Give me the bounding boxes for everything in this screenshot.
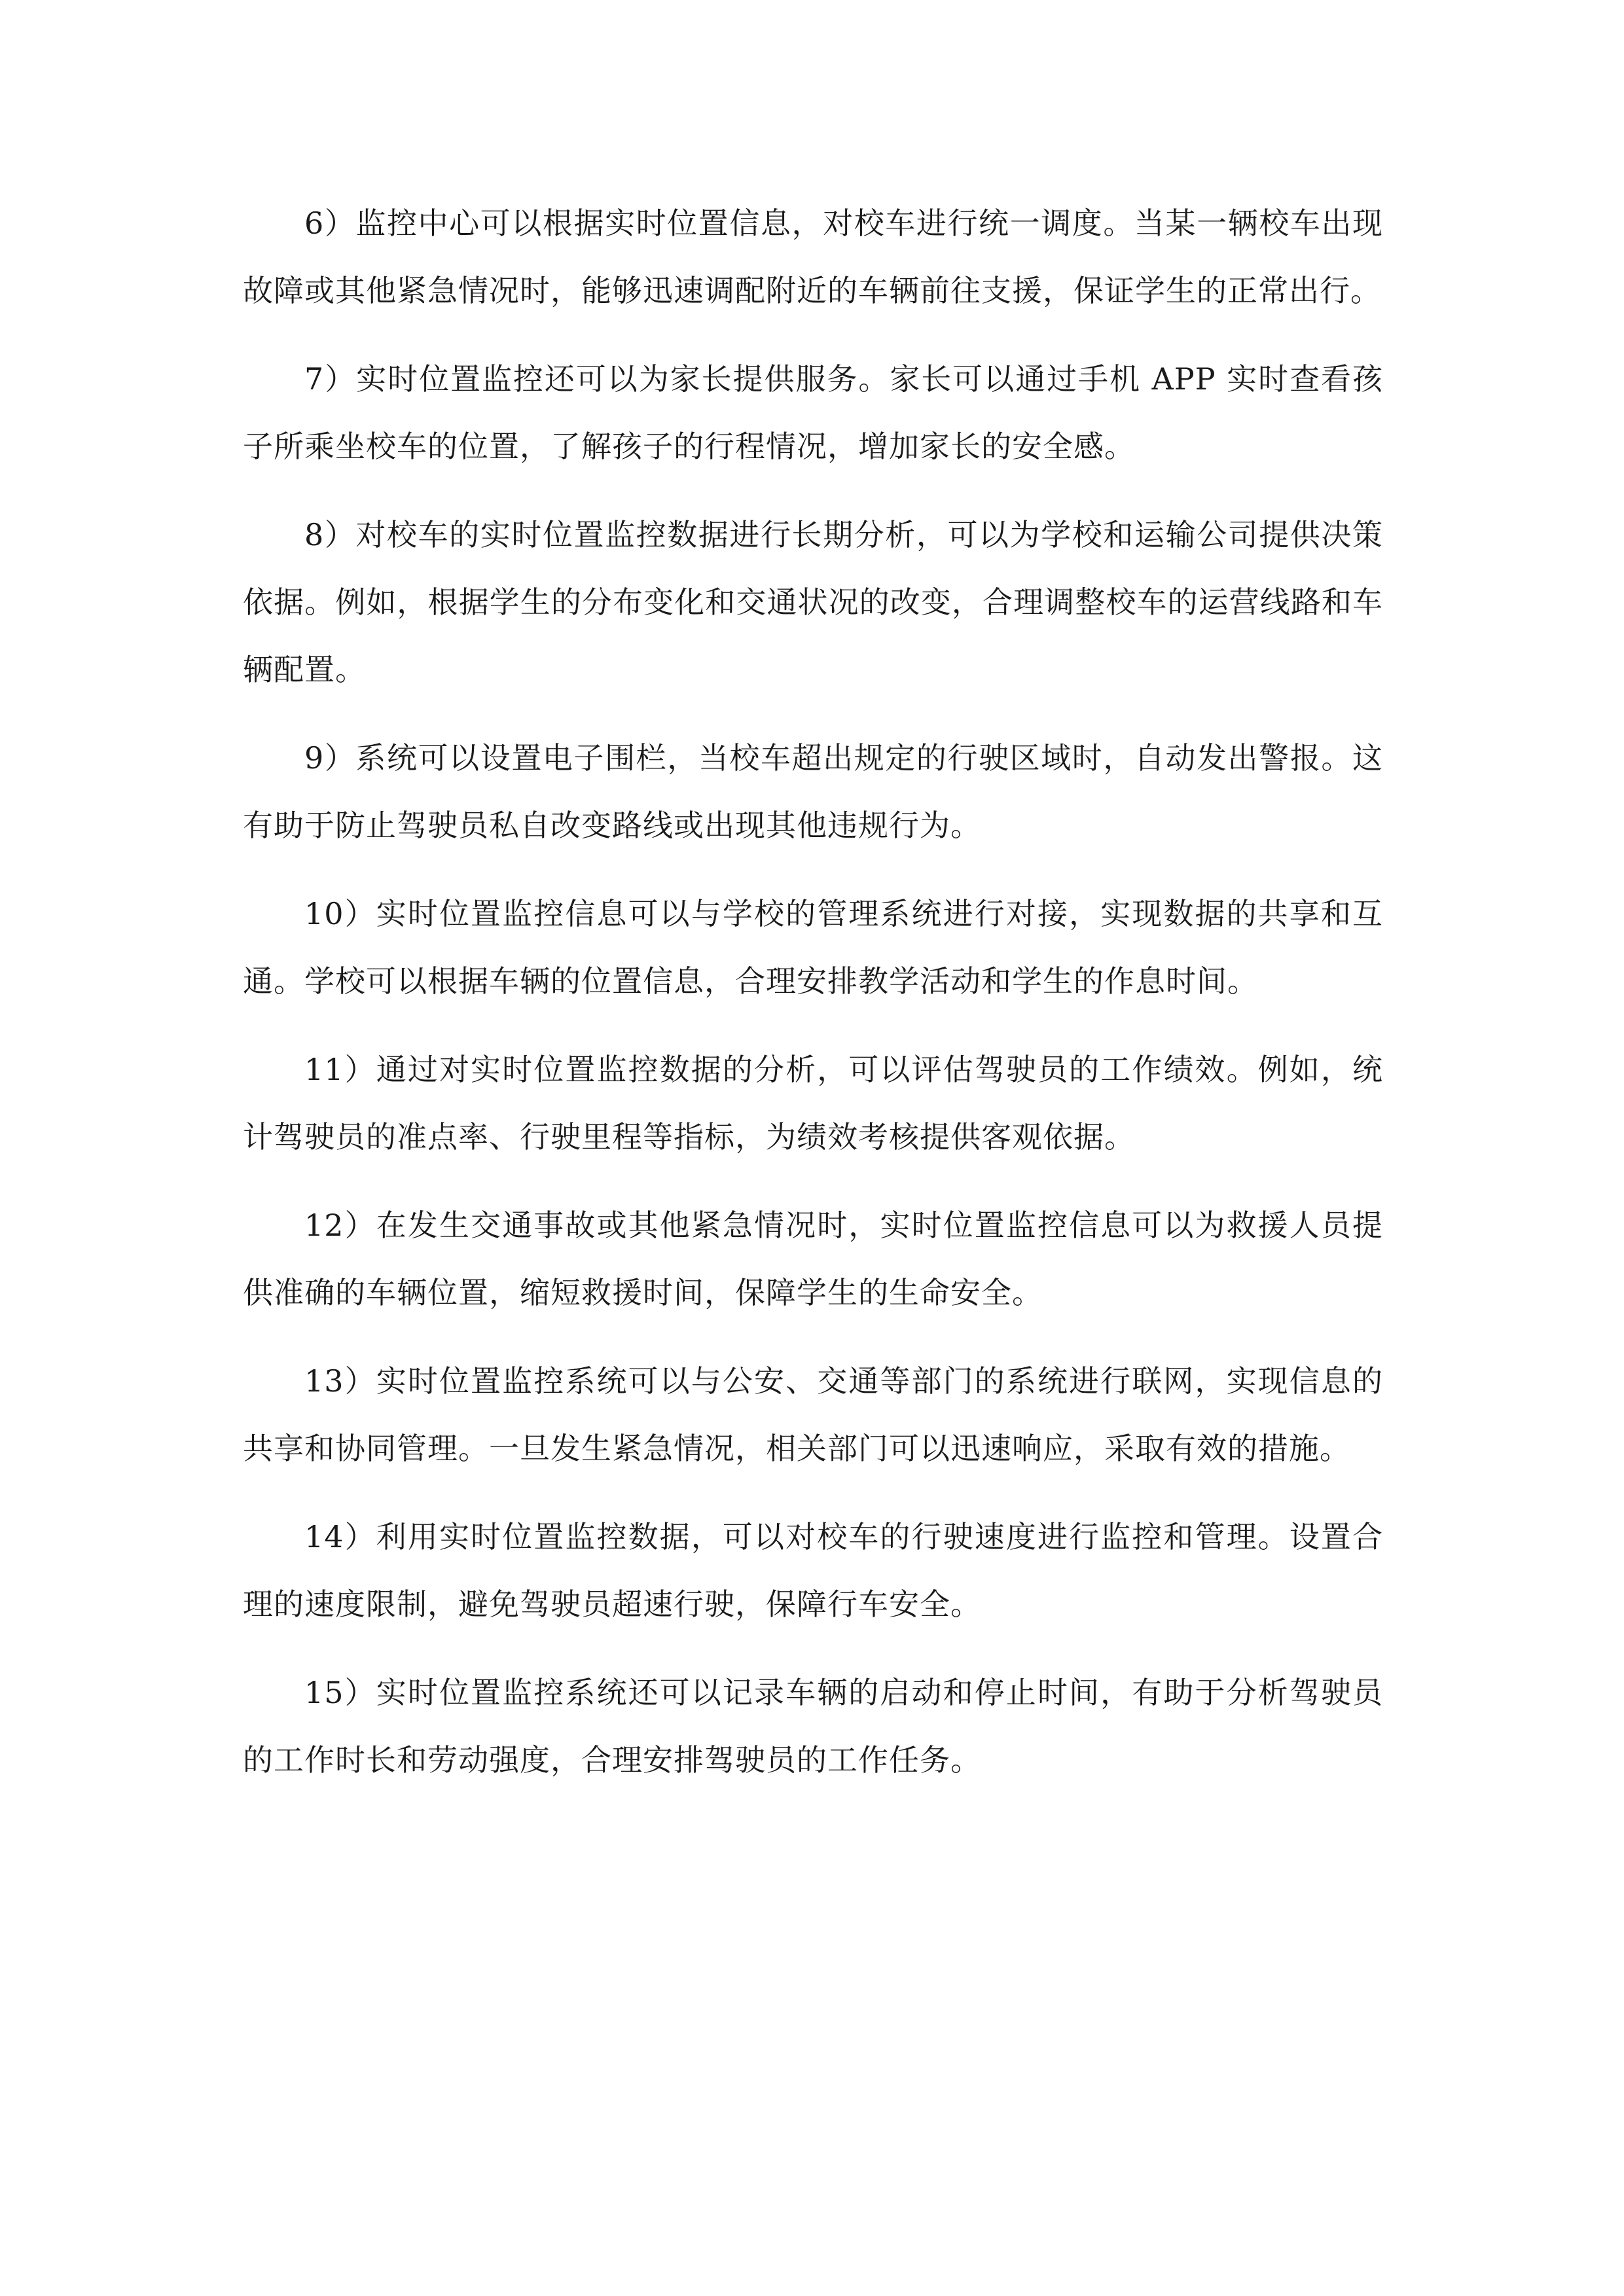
paragraph-item-6: 6）监控中心可以根据实时位置信息，对校车进行统一调度。当某一辆校车出现故障或其他紧急情况时，能够迅速调配附近的车辆前往支援，保证学生的正常出行。 xyxy=(243,206,1383,308)
paragraph-item-12: 12）在发生交通事故或其他紧急情况时，实时位置监控信息可以为救援人员提供准确的车辆位置，缩短救援时间，保障学生的生命安全。 xyxy=(243,1208,1383,1310)
paragraph-item-14: 14）利用实时位置监控数据，可以对校车的行驶速度进行监控和管理。设置合理的速度限制，避免驾驶员超速行驶，保障行车安全。 xyxy=(243,1519,1383,1622)
paragraph-item-10: 10）实时位置监控信息可以与学校的管理系统进行对接，实现数据的共享和互通。学校可以根据车辆的位置信息，合理安排教学活动和学生的作息时间。 xyxy=(243,896,1383,999)
document-body xyxy=(243,190,1383,1815)
paragraph-item-7: 7）实时位置监控还可以为家长提供服务。家长可以通过手机 APP 实时查看孩子所乘坐校车的位置，了解孩子的行程情况，增加家长的安全感。 xyxy=(243,361,1383,464)
paragraph-item-8: 8）对校车的实时位置监控数据进行长期分析，可以为学校和运输公司提供决策依据。例如，根据学生的分布变化和交通状况的改变，合理调整校车的运营线路和车辆配置。 xyxy=(243,517,1383,687)
paragraph-item-13: 13）实时位置监控系统可以与公安、交通等部门的系统进行联网，实现信息的共享和协同管理。一旦发生紧急情况，相关部门可以迅速响应，采取有效的措施。 xyxy=(243,1363,1383,1466)
paragraph-item-11: 11）通过对实时位置监控数据的分析，可以评估驾驶员的工作绩效。例如，统计驾驶员的准点率、行驶里程等指标，为绩效考核提供客观依据。 xyxy=(243,1052,1383,1155)
paragraph-item-9: 9）系统可以设置电子围栏，当校车超出规定的行驶区域时，自动发出警报。这有助于防止驾驶员私自改变路线或出现其他违规行为。 xyxy=(243,740,1383,843)
paragraph-item-15: 15）实时位置监控系统还可以记录车辆的启动和停止时间，有助于分析驾驶员的工作时长和劳动强度，合理安排驾驶员的工作任务。 xyxy=(243,1675,1383,1778)
